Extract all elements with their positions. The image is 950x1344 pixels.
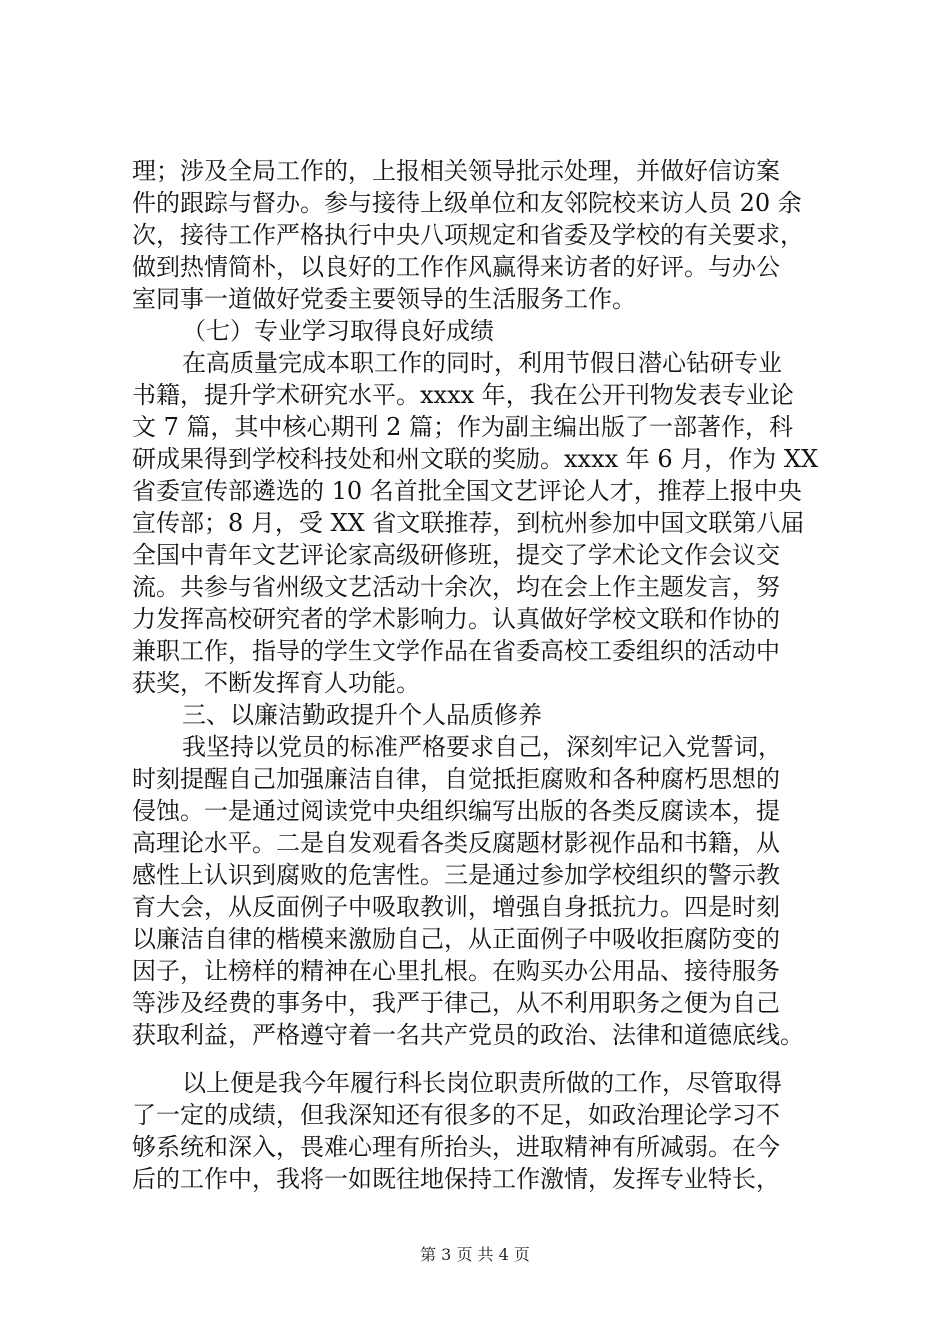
text-line: 文 7 篇，其中核心期刊 2 篇；作为副主编出版了一部著作，科 (132, 413, 794, 441)
text-line: 研成果得到学校科技处和州文联的奖励。xxxx 年 6 月，作为 XX (132, 445, 819, 473)
text-line: 件的跟踪与督办。参与接待上级单位和友邻院校来访人员 20 余 (132, 189, 802, 217)
text-line: 育大会，从反面例子中吸取教训，增强自身抵抗力。四是时刻 (132, 893, 780, 921)
text-line: 次，接待工作严格执行中央八项规定和省委及学校的有关要求， (132, 221, 804, 249)
text-line: 流。共参与省州级文艺活动十余次，均在会上作主题发言，努 (132, 573, 780, 601)
text-line: 兼职工作，指导的学生文学作品在省委高校工委组织的活动中 (132, 637, 780, 665)
text-line: 后的工作中，我将一如既往地保持工作激情，发挥专业特长， (132, 1165, 780, 1193)
text-line: 了一定的成绩，但我深知还有很多的不足，如政治理论学习不 (132, 1101, 780, 1129)
text-line: 全国中青年文艺评论家高级研修班，提交了学术论文作会议交 (132, 541, 780, 569)
text-line: 感性上认识到腐败的危害性。三是通过参加学校组织的警示教 (132, 861, 780, 889)
text-line: 以上便是我今年履行科长岗位职责所做的工作，尽管取得 (182, 1069, 782, 1097)
text-line: 书籍，提升学术研究水平。xxxx 年，我在公开刊物发表专业论 (132, 381, 794, 409)
text-line: 高理论水平。二是自发观看各类反腐题材影视作品和书籍，从 (132, 829, 780, 857)
section-heading: 三、以廉洁勤政提升个人品质修养 (182, 701, 542, 729)
text-line: 做到热情简朴，以良好的工作作风赢得来访者的好评。与办公 (132, 253, 780, 281)
page-number: 第 3 页 共 4 页 (420, 1245, 530, 1264)
text-line: 力发挥高校研究者的学术影响力。认真做好学校文联和作协的 (132, 605, 780, 633)
text-line: 室同事一道做好党委主要领导的生活服务工作。 (132, 285, 636, 313)
text-line: 等涉及经费的事务中，我严于律己，从不利用职务之便为自己 (132, 989, 780, 1017)
text-line: 在高质量完成本职工作的同时，利用节假日潜心钻研专业 (182, 349, 782, 377)
text-line: 理；涉及全局工作的，上报相关领导批示处理，并做好信访案 (132, 157, 780, 185)
text-line: 获取利益，严格遵守着一名共产党员的政治、法律和道德底线。 (132, 1021, 804, 1049)
text-line: 因子，让榜样的精神在心里扎根。在购买办公用品、接待服务 (132, 957, 780, 985)
text-line: 我坚持以党员的标准严格要求自己，深刻牢记入党誓词， (182, 733, 782, 761)
section-heading: （七）专业学习取得良好成绩 (182, 317, 494, 345)
text-line: 够系统和深入，畏难心理有所抬头，进取精神有所减弱。在今 (132, 1133, 780, 1161)
text-line: 以廉洁自律的楷模来激励自己，从正面例子中吸收拒腐防变的 (132, 925, 780, 953)
text-line: 宣传部；8 月，受 XX 省文联推荐，到杭州参加中国文联第八届 (132, 509, 805, 537)
text-line: 省委宣传部遴选的 10 名首批全国文艺评论人才，推荐上报中央 (132, 477, 802, 505)
text-line: 获奖，不断发挥育人功能。 (132, 669, 420, 697)
text-line: 侵蚀。一是通过阅读党中央组织编写出版的各类反腐读本，提 (132, 797, 780, 825)
text-line: 时刻提醒自己加强廉洁自律，自觉抵拒腐败和各种腐朽思想的 (132, 765, 780, 793)
